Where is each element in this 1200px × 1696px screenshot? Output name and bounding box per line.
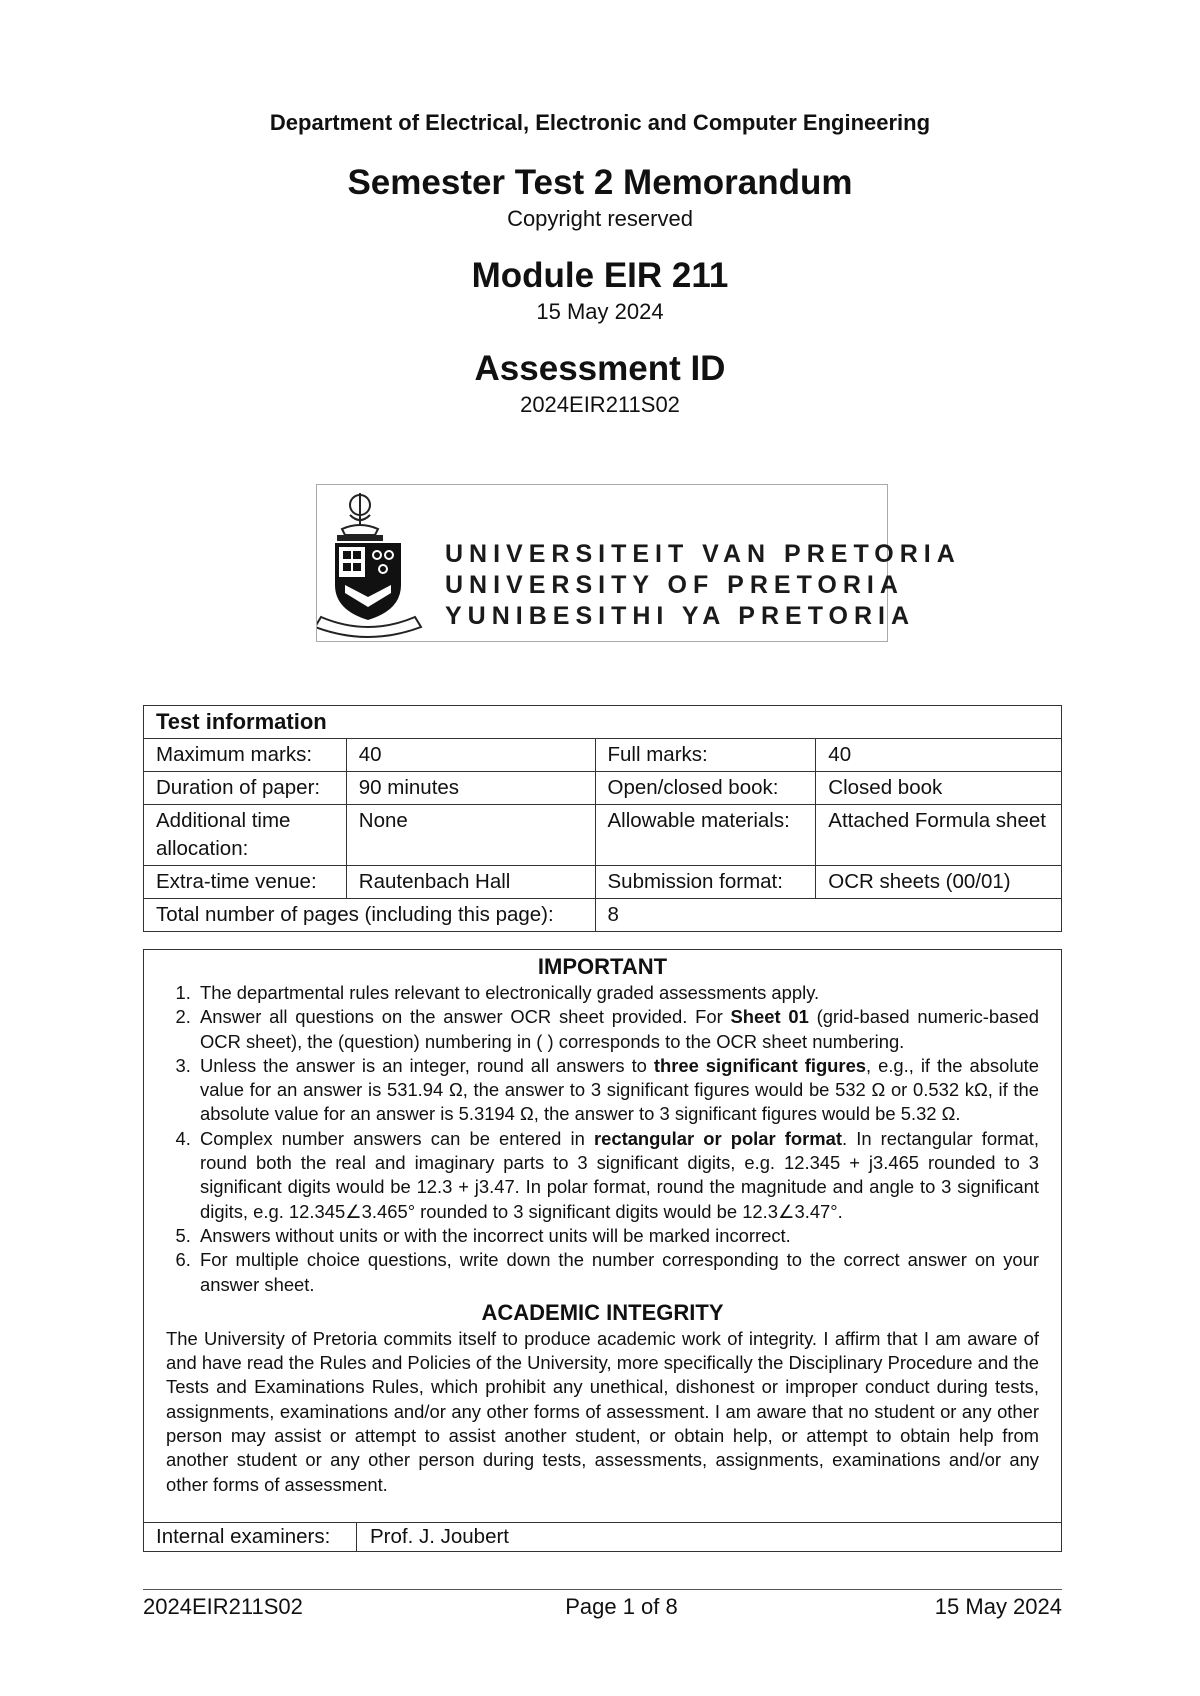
internal-examiners-row [143,1522,1062,1552]
copyright-note: Copyright reserved [507,206,693,231]
table-row [144,899,1062,932]
rule-2-text-b: (grid-based numeric-based OCR sheet), the (question) numbering in ( ) corresponds to the OCR sheet numbering. [200,1006,1040,1052]
max-marks-label: Maximum marks: [144,739,347,772]
materials-value: Attached Formula sheet [816,805,1062,866]
logo-line-sepedi: YUNIBESITHI YA PRETORIA [445,602,916,630]
additional-time-label: Additional time allocation: [144,805,347,866]
book-label: Open/closed book: [595,772,816,805]
list-item [196,1127,1039,1224]
table-row [144,772,1062,805]
pages-label: Total number of pages (including this page): [144,899,596,932]
integrity-heading: ACADEMIC INTEGRITY [481,1299,724,1325]
logo-line-afrikaans: UNIVERSITEIT VAN PRETORIA [445,540,961,568]
important-heading: IMPORTANT [537,954,668,979]
assessment-id: 2024EIR211S02 [520,392,680,417]
important-instructions-box [143,949,1062,1552]
test-information-heading: Test information [144,706,1062,739]
column-divider [356,1523,357,1551]
rule-3-text-a: Unless the answer is an integer, round all answers to [200,1054,654,1076]
footer-divider [143,1589,1062,1590]
rule-6-text: For multiple choice questions, write down the number corresponding to the correct answer on your answer sheet. [200,1249,1039,1295]
rule-3-emphasis: three significant figures [653,1054,867,1076]
university-logo [316,484,961,642]
duration-label: Duration of paper: [144,772,347,805]
test-information-table [143,705,1062,932]
document-title: Semester Test 2 Memorandum [347,163,853,202]
venue-label: Extra-time venue: [144,866,347,899]
duration-value: 90 minutes [346,772,595,805]
examiners-value: Prof. J. Joubert [370,1525,510,1548]
additional-time-value: None [346,805,595,866]
table-row [144,805,1062,866]
logo-line-english: UNIVERSITY OF PRETORIA [445,571,904,599]
list-item [196,1248,1039,1297]
examiners-label: Internal examiners: [156,1525,331,1548]
rule-4-text-b: . In rectangular format, round both the real and imaginary parts to 3 significant digits, e.g. 12.345 + j3.465 rounded to 3 significant digits would be 12.3 + j3.47. In polar format, round the magnitude and angle to 3 significant digits, e.g. 12.345∠3.465° rounded to 3 significant digits would be 12.3∠3.47°. [200,1127,1040,1222]
rule-4-emphasis: rectangular or polar format [593,1127,843,1149]
footer-date: 15 May 2024 [934,1594,1062,1619]
table-row [144,866,1062,899]
materials-label: Allowable materials: [595,805,816,866]
venue-value: Rautenbach Hall [346,866,595,899]
rule-5-text: Answers without units or with the incorrect units will be marked incorrect. [200,1224,791,1246]
rule-1-text: The departmental rules relevant to electronically graded assessments apply. [200,982,820,1003]
book-value: Closed book [816,772,1062,805]
full-marks-value: 40 [816,739,1062,772]
full-marks-label: Full marks: [595,739,816,772]
list-item [196,1005,1039,1054]
footer-assessment-id: 2024EIR211S02 [143,1594,303,1619]
integrity-statement: The University of Pretoria commits itself to produce academic work of integrity. I affirm that I am aware of and have read the Rules and Policies of the University, more specifically the Disciplinary Procedure and the Tests and Examinations Rules, which prohibit any unethical, dishonest or improper conduct during tests, assignments, examinations and/or any other forms of assessment. I am aware that no student or any other person may assist or attempt to assist another student, or obtain help, or attempt to obtain help from another student or any other person during tests, assessments, assignments, examinations and/or any other forms of assessment. [166,1327,1039,1495]
list-item [196,1054,1039,1127]
footer-page-number: Page 1 of 8 [565,1594,678,1619]
instruction-list [144,981,1061,1297]
pages-value: 8 [595,899,1062,932]
university-crest-icon [317,485,427,641]
submission-label: Submission format: [595,866,816,899]
department-name: Department of Electrical, Electronic and Computer Engineering [269,110,931,135]
rule-3-text-b: , e.g., if the absolute value for an answer is 531.94 Ω, the answer to 3 significant figures would be 532 Ω or 0.532 kΩ, if the absolute value for an answer is 5.3194 Ω, the answer to 3 significant figures would be 5.32 Ω. [200,1054,1040,1125]
table-row [144,739,1062,772]
list-item [196,981,1039,1005]
university-name [445,539,961,632]
rule-2-text-a: Answer all questions on the answer OCR sheet provided. For [200,1006,731,1028]
list-item [196,1224,1039,1248]
submission-value: OCR sheets (00/01) [816,866,1062,899]
rule-4-text-a: Complex number answers can be entered in [200,1127,594,1149]
assessment-label: Assessment ID [474,349,726,388]
max-marks-value: 40 [346,739,595,772]
module-title: Module EIR 211 [471,256,729,295]
test-date: 15 May 2024 [536,299,664,324]
rule-2-emphasis: Sheet 01 [730,1006,809,1028]
